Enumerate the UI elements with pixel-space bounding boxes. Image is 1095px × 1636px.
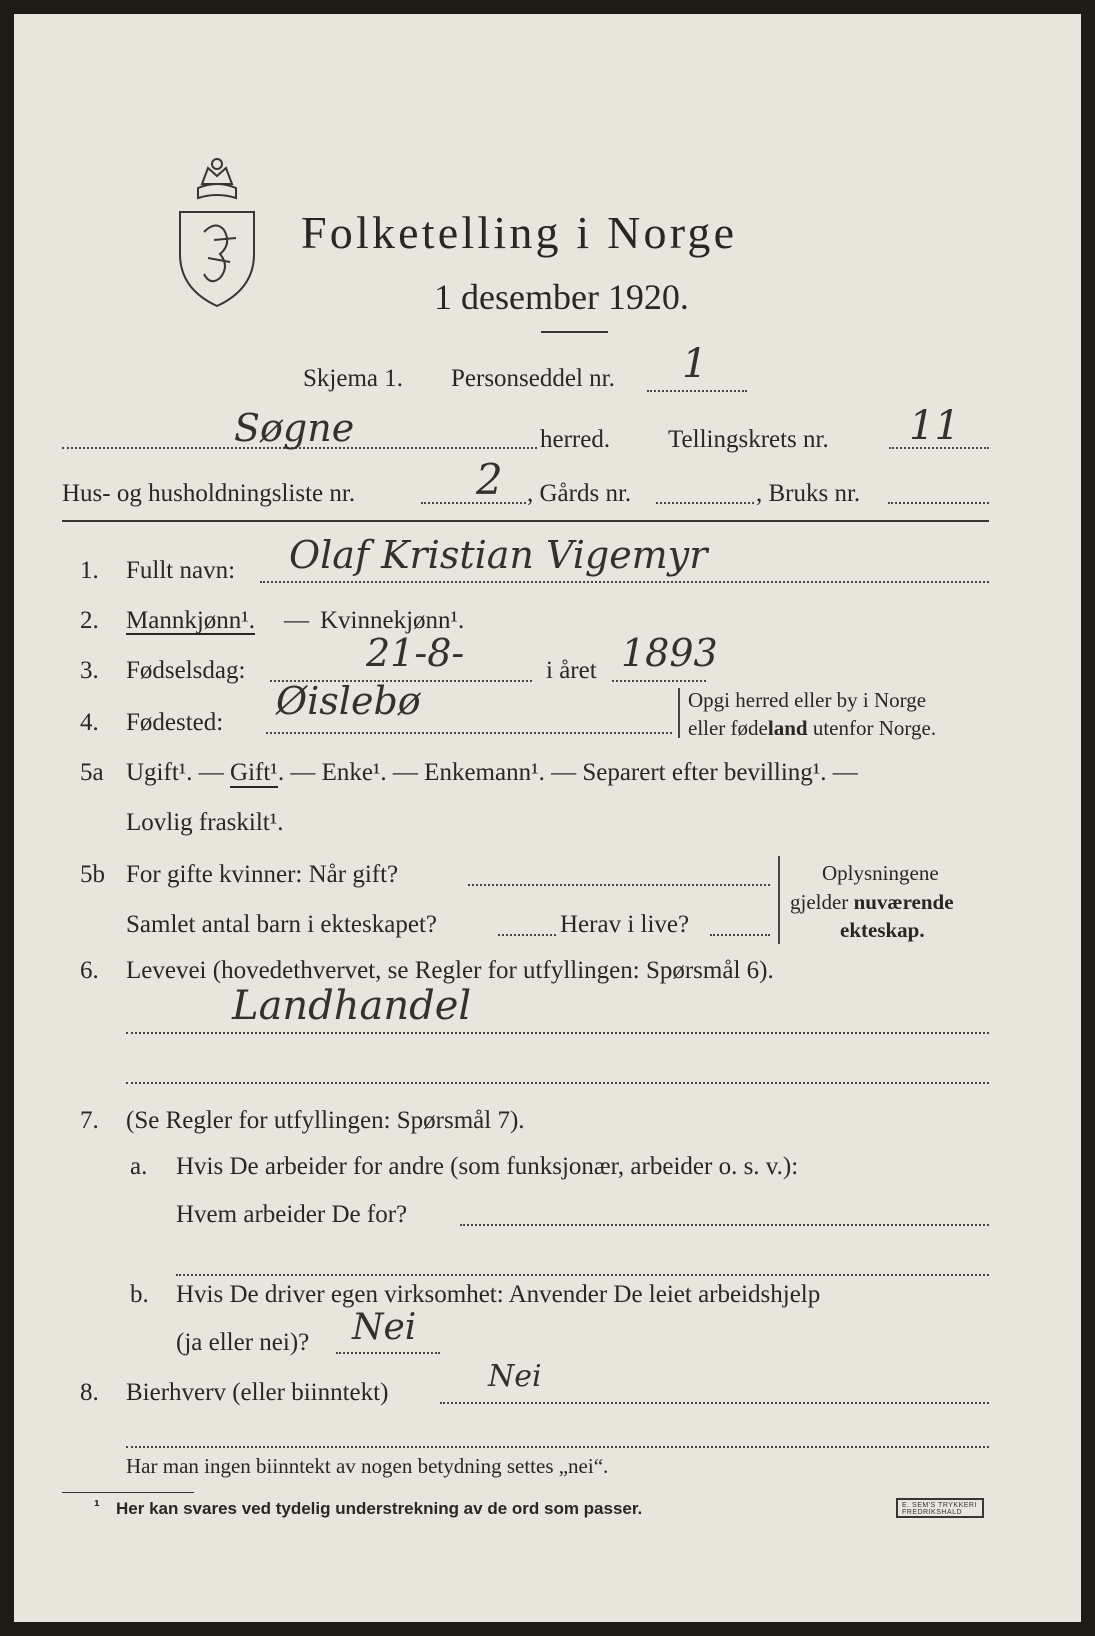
header-divider bbox=[62, 520, 989, 522]
personseddel-label: Personseddel nr. bbox=[451, 365, 615, 392]
q3-year-label: i året bbox=[546, 657, 597, 684]
q4-note-part-b: land bbox=[767, 716, 808, 740]
q4-label: Fødested: bbox=[126, 709, 224, 736]
q7a-employer-line bbox=[460, 1224, 989, 1226]
q5b-note-line3: ekteskap. bbox=[840, 918, 925, 942]
q5a-ugift: Ugift¹. — bbox=[126, 759, 224, 786]
q1-number: 1. bbox=[80, 557, 99, 584]
census-date: 1 desember 1920. bbox=[434, 277, 689, 317]
q4-note-part-a: eller føde bbox=[688, 716, 768, 740]
q8-value: Nei bbox=[488, 1359, 542, 1394]
q5b-note-part-a: gjelder bbox=[790, 890, 854, 914]
q6-line2 bbox=[126, 1082, 989, 1084]
q7b-answer-value: Nei bbox=[352, 1307, 417, 1348]
q3-year-value: 1893 bbox=[621, 631, 718, 675]
q3-year-line bbox=[612, 680, 706, 682]
q1-label: Fullt navn: bbox=[126, 557, 236, 584]
footnote-mark: ¹ bbox=[94, 1497, 100, 1516]
q4-note-line1: Opgi herred eller by i Norge bbox=[688, 688, 927, 712]
hus-value: 2 bbox=[476, 455, 503, 504]
q5b-children-line bbox=[498, 934, 556, 936]
skjema-label: Skjema 1. bbox=[303, 365, 403, 392]
q6-line1 bbox=[126, 1032, 989, 1034]
q5b-line2: Samlet antal barn i ekteskapet? bbox=[126, 911, 437, 938]
q2-dash: — bbox=[284, 607, 309, 634]
footnote-text: Her kan svares ved tydelig understrekning av de ord som passer. bbox=[116, 1499, 643, 1518]
bottom-note: Har man ingen biinntekt av nogen betydning settes „nei“. bbox=[126, 1454, 609, 1478]
q7a-letter: a. bbox=[130, 1153, 148, 1180]
q3-label: Fødselsdag: bbox=[126, 657, 246, 684]
gards-label: , Gårds nr. bbox=[527, 480, 632, 507]
q4-note-line2 bbox=[688, 718, 936, 739]
q5b-note-line1: Oplysningene bbox=[822, 861, 939, 885]
q4-note-part-c: utenfor Norge. bbox=[807, 716, 937, 740]
hus-label: Hus- og husholdningsliste nr. bbox=[62, 480, 356, 507]
printer-stamp bbox=[896, 1498, 984, 1518]
q8-line2 bbox=[126, 1446, 989, 1448]
tellingskrets-value: 11 bbox=[909, 403, 960, 449]
q3-birthday-value: 21-8- bbox=[366, 631, 465, 675]
tellingskrets-label: Tellingskrets nr. bbox=[668, 426, 829, 453]
q7b-answer-line bbox=[336, 1352, 440, 1354]
q2-kvinnekjonn-option: Kvinnekjønn¹. bbox=[320, 607, 465, 634]
bruks-line bbox=[888, 502, 989, 504]
q1-full-name-value: Olaf Kristian Vigemyr bbox=[289, 533, 708, 577]
q7b-letter: b. bbox=[130, 1281, 149, 1308]
q5a-rest: . — Enke¹. — Enkemann¹. — Separert efter bevilling¹. — bbox=[277, 759, 858, 786]
herred-label: herred. bbox=[540, 426, 611, 453]
personseddel-line bbox=[647, 390, 747, 392]
q7a-line1: Hvis De arbeider for andre (som funksjonær, arbeider o. s. v.): bbox=[176, 1153, 799, 1180]
q5a-options bbox=[126, 760, 858, 785]
q7-label: (Se Regler for utfyllingen: Spørsmål 7). bbox=[126, 1107, 525, 1134]
q5a-number: 5a bbox=[80, 759, 104, 786]
q7b-line2: (ja eller nei)? bbox=[176, 1329, 310, 1356]
q7-number: 7. bbox=[80, 1107, 99, 1134]
norwegian-coat-of-arms-icon bbox=[174, 154, 260, 314]
q4-number: 4. bbox=[80, 709, 99, 736]
q8-number: 8. bbox=[80, 1379, 99, 1406]
q2-mannkjonn-option: Mannkjønn¹. bbox=[126, 607, 256, 634]
q4-birthplace-value: Øislebø bbox=[276, 679, 421, 723]
personseddel-value: 1 bbox=[682, 341, 708, 387]
q3-number: 3. bbox=[80, 657, 99, 684]
q7a-line2: Hvem arbeider De for? bbox=[176, 1201, 408, 1228]
form-title: Folketelling i Norge bbox=[301, 207, 738, 258]
bruks-label: , Bruks nr. bbox=[756, 480, 861, 507]
q5a-gift-underlined: Gift¹ bbox=[230, 759, 278, 786]
q8-line1 bbox=[440, 1402, 989, 1404]
q8-label: Bierhverv (eller biinntekt) bbox=[126, 1379, 389, 1406]
hus-line bbox=[421, 502, 526, 504]
q4-note-brace bbox=[678, 688, 680, 738]
q6-label: Levevei (hovedethvervet, se Regler for utfyllingen: Spørsmål 6). bbox=[126, 957, 774, 984]
q1-line bbox=[260, 581, 989, 583]
printer-stamp-text: E. SEM'S TRYKKERI FREDRIKSHALD bbox=[902, 1502, 977, 1516]
herred-value: Søgne bbox=[234, 406, 355, 450]
q5b-married-line bbox=[468, 884, 770, 886]
q5b-note-part-b: nuværende bbox=[853, 890, 954, 914]
q6-occupation-value: Landhandel bbox=[232, 983, 472, 1029]
footnote-divider bbox=[62, 1492, 194, 1493]
q5b-herav: Herav i live? bbox=[560, 911, 690, 938]
q5b-note-line2 bbox=[790, 892, 954, 913]
q5b-alive-line bbox=[710, 934, 770, 936]
q4-line bbox=[266, 732, 672, 734]
q5b-note-brace bbox=[778, 856, 780, 944]
q5b-number: 5b bbox=[80, 861, 105, 888]
q2-number: 2. bbox=[80, 607, 99, 634]
q5a-line2: Lovlig fraskilt¹. bbox=[126, 809, 284, 836]
q5b-line1: For gifte kvinner: Når gift? bbox=[126, 861, 399, 888]
gards-line bbox=[656, 502, 754, 504]
q6-number: 6. bbox=[80, 957, 99, 984]
q7b-line1: Hvis De driver egen virksomhet: Anvender De leiet arbeidshjelp bbox=[176, 1281, 821, 1308]
title-divider bbox=[541, 331, 608, 333]
q7a-extra-line bbox=[176, 1274, 989, 1276]
census-form-sheet bbox=[14, 14, 1081, 1622]
